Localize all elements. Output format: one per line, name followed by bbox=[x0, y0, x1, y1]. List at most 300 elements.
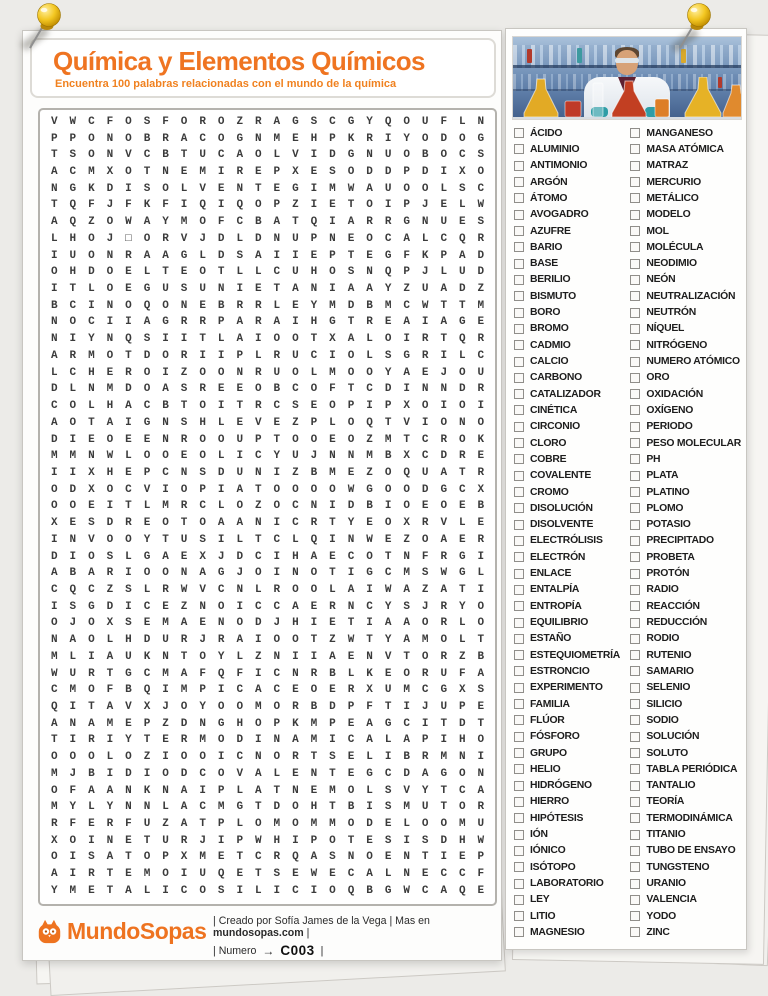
word-label: BORO bbox=[530, 307, 561, 319]
grid-letter: O bbox=[421, 650, 429, 663]
grid-letter: I bbox=[50, 533, 58, 546]
word-checkbox[interactable] bbox=[514, 683, 524, 693]
word-checkbox[interactable] bbox=[514, 144, 524, 154]
word-checkbox[interactable] bbox=[514, 438, 524, 448]
word-checkbox[interactable] bbox=[630, 210, 640, 220]
grid-letter: O bbox=[217, 734, 225, 747]
grid-letter: A bbox=[180, 784, 188, 797]
word-checkbox[interactable] bbox=[630, 161, 640, 171]
grid-letter: R bbox=[236, 166, 244, 179]
word-checkbox[interactable] bbox=[630, 732, 640, 742]
grid-letter: A bbox=[69, 634, 77, 647]
grid-letter: W bbox=[384, 583, 392, 596]
grid-letter: S bbox=[477, 149, 485, 162]
word-checkbox[interactable] bbox=[514, 454, 524, 464]
grid-letter: L bbox=[384, 868, 392, 881]
grid-letter: I bbox=[236, 600, 244, 613]
grid-row bbox=[43, 699, 492, 716]
grid-letter: Z bbox=[106, 583, 114, 596]
grid-letter: E bbox=[217, 851, 225, 864]
word-label: COBRE bbox=[530, 453, 567, 465]
grid-letter: G bbox=[347, 115, 355, 128]
word-checkbox[interactable] bbox=[630, 666, 640, 676]
grid-letter: Z bbox=[162, 717, 169, 730]
word-checkbox[interactable] bbox=[514, 210, 524, 220]
word-checkbox[interactable] bbox=[630, 634, 640, 644]
grid-letter: G bbox=[347, 149, 355, 162]
grid-letter: O bbox=[125, 115, 132, 128]
word-checkbox[interactable] bbox=[514, 618, 524, 628]
word-checkbox[interactable] bbox=[630, 275, 640, 285]
grid-letter: W bbox=[403, 884, 410, 897]
word-checkbox[interactable] bbox=[630, 764, 640, 774]
grid-letter: N bbox=[236, 583, 244, 596]
word-checkbox[interactable] bbox=[514, 357, 524, 367]
grid-letter: A bbox=[329, 650, 336, 663]
grid-letter: I bbox=[477, 400, 485, 413]
grid-letter: X bbox=[50, 834, 58, 847]
grid-letter: C bbox=[273, 400, 281, 413]
grid-letter: T bbox=[254, 868, 262, 881]
grid-letter: A bbox=[88, 717, 95, 730]
word-checkbox[interactable] bbox=[630, 487, 640, 497]
grid-letter: N bbox=[106, 132, 114, 145]
grid-letter: O bbox=[273, 333, 281, 346]
grid-letter: O bbox=[69, 751, 77, 764]
grid-letter: F bbox=[125, 818, 132, 831]
grid-letter: C bbox=[143, 149, 151, 162]
word-checkbox[interactable] bbox=[514, 128, 524, 138]
word-checkbox[interactable] bbox=[630, 177, 640, 187]
word-checkbox[interactable] bbox=[514, 927, 524, 937]
grid-letter: M bbox=[310, 818, 318, 831]
grid-letter: Z bbox=[143, 751, 151, 764]
credit-site: mundosopas.com bbox=[213, 927, 304, 939]
grid-letter: C bbox=[459, 868, 466, 881]
grid-letter: T bbox=[180, 149, 188, 162]
grid-letter: C bbox=[125, 483, 132, 496]
grid-letter: O bbox=[273, 634, 281, 647]
grid-letter: C bbox=[273, 684, 281, 697]
grid-letter: M bbox=[440, 751, 448, 764]
word-checkbox[interactable] bbox=[514, 601, 524, 611]
word-checkbox[interactable] bbox=[514, 161, 524, 171]
word-checkbox[interactable] bbox=[514, 242, 524, 252]
word-checkbox[interactable] bbox=[630, 781, 640, 791]
grid-letter: X bbox=[403, 450, 410, 463]
grid-letter: Z bbox=[366, 466, 373, 479]
word-checkbox[interactable] bbox=[514, 520, 524, 530]
word-item bbox=[514, 794, 630, 810]
word-label: PH bbox=[646, 453, 661, 465]
grid-row bbox=[43, 331, 492, 348]
word-label: CATALIZADOR bbox=[530, 388, 601, 400]
grid-letter: S bbox=[292, 400, 299, 413]
grid-letter: R bbox=[384, 216, 392, 229]
word-checkbox[interactable] bbox=[514, 259, 524, 269]
grid-letter: N bbox=[347, 533, 355, 546]
word-checkbox[interactable] bbox=[630, 618, 640, 628]
grid-letter: T bbox=[199, 333, 206, 346]
grid-letter: A bbox=[421, 767, 429, 780]
word-checkbox[interactable] bbox=[630, 748, 640, 758]
word-checkbox[interactable] bbox=[514, 471, 524, 481]
grid-letter: E bbox=[69, 517, 77, 530]
grid-letter: C bbox=[273, 667, 281, 680]
grid-letter: E bbox=[347, 232, 355, 245]
grid-letter: M bbox=[143, 868, 151, 881]
grid-letter: C bbox=[88, 583, 95, 596]
grid-letter: I bbox=[421, 717, 429, 730]
grid-letter: I bbox=[236, 884, 244, 897]
grid-letter: O bbox=[254, 149, 262, 162]
grid-letter: U bbox=[236, 466, 244, 479]
grid-letter: Y bbox=[162, 216, 169, 229]
word-checkbox[interactable] bbox=[514, 177, 524, 187]
word-checkbox[interactable] bbox=[514, 634, 524, 644]
grid-letter: Z bbox=[292, 416, 299, 429]
word-checkbox[interactable] bbox=[514, 324, 524, 334]
grid-letter: O bbox=[199, 751, 206, 764]
word-checkbox[interactable] bbox=[630, 911, 640, 921]
grid-letter: O bbox=[88, 132, 95, 145]
grid-letter: B bbox=[366, 884, 373, 897]
word-label: REACCIÓN bbox=[646, 600, 700, 612]
grid-letter: L bbox=[384, 734, 392, 747]
grid-letter: R bbox=[421, 349, 429, 362]
word-checkbox[interactable] bbox=[630, 569, 640, 579]
grid-letter: R bbox=[459, 450, 466, 463]
safety-glasses bbox=[615, 58, 639, 63]
word-label: MODELO bbox=[646, 209, 691, 221]
word-label: PROTÓN bbox=[646, 568, 690, 580]
word-checkbox[interactable] bbox=[630, 520, 640, 530]
word-checkbox[interactable] bbox=[514, 585, 524, 595]
word-item bbox=[514, 190, 630, 206]
grid-letter: A bbox=[384, 617, 392, 630]
grid-letter: D bbox=[329, 701, 336, 714]
grid-letter: E bbox=[384, 667, 392, 680]
word-checkbox[interactable] bbox=[630, 650, 640, 660]
word-label: PLATA bbox=[646, 470, 679, 482]
grid-letter: E bbox=[125, 433, 132, 446]
word-checkbox[interactable] bbox=[514, 373, 524, 383]
word-checkbox[interactable] bbox=[514, 340, 524, 350]
word-checkbox[interactable] bbox=[514, 487, 524, 497]
grid-letter: Y bbox=[125, 734, 132, 747]
grid-letter: E bbox=[310, 249, 318, 262]
word-checkbox[interactable] bbox=[514, 226, 524, 236]
word-checkbox[interactable] bbox=[514, 308, 524, 318]
grid-letter: T bbox=[143, 834, 151, 847]
word-checkbox[interactable] bbox=[630, 308, 640, 318]
word-checkbox[interactable] bbox=[514, 846, 524, 856]
word-checkbox[interactable] bbox=[514, 879, 524, 889]
grid-letter: M bbox=[477, 299, 485, 312]
word-checkbox[interactable] bbox=[630, 601, 640, 611]
word-checkbox[interactable] bbox=[630, 699, 640, 709]
grid-letter: R bbox=[477, 533, 485, 546]
word-label: URANIO bbox=[646, 878, 686, 890]
word-item bbox=[630, 468, 741, 484]
grid-row bbox=[43, 599, 492, 616]
grid-letter: O bbox=[292, 433, 299, 446]
word-item bbox=[514, 386, 630, 402]
word-item bbox=[514, 223, 630, 239]
grid-letter: R bbox=[199, 316, 206, 329]
word-checkbox[interactable] bbox=[630, 830, 640, 840]
grid-letter: F bbox=[88, 199, 95, 212]
grid-letter: N bbox=[310, 767, 318, 780]
grid-letter: N bbox=[273, 650, 281, 663]
grid-letter: U bbox=[199, 149, 206, 162]
grid-letter: M bbox=[273, 818, 281, 831]
word-checkbox[interactable] bbox=[514, 699, 524, 709]
grid-letter: H bbox=[310, 266, 318, 279]
word-checkbox[interactable] bbox=[630, 895, 640, 905]
grid-letter: A bbox=[162, 249, 169, 262]
grid-letter: I bbox=[217, 751, 225, 764]
word-checkbox[interactable] bbox=[630, 193, 640, 203]
grid-letter: C bbox=[421, 450, 429, 463]
grid-letter: A bbox=[143, 249, 151, 262]
grid-letter: R bbox=[217, 634, 225, 647]
grid-letter: I bbox=[125, 316, 132, 329]
grid-letter: N bbox=[366, 149, 373, 162]
grid-letter: S bbox=[180, 283, 188, 296]
word-checkbox[interactable] bbox=[514, 732, 524, 742]
grid-letter: L bbox=[347, 667, 355, 680]
word-item bbox=[630, 141, 741, 157]
word-checkbox[interactable] bbox=[630, 340, 640, 350]
word-checkbox[interactable] bbox=[630, 879, 640, 889]
grid-letter: O bbox=[88, 149, 95, 162]
word-checkbox[interactable] bbox=[514, 569, 524, 579]
word-checkbox[interactable] bbox=[630, 324, 640, 334]
grid-letter: O bbox=[162, 182, 169, 195]
word-label: CLORO bbox=[530, 437, 567, 449]
grid-letter: O bbox=[347, 366, 355, 379]
word-checkbox[interactable] bbox=[514, 405, 524, 415]
grid-letter: N bbox=[162, 784, 169, 797]
grid-letter: L bbox=[292, 533, 299, 546]
grid-letter: C bbox=[347, 868, 355, 881]
grid-letter: I bbox=[180, 199, 188, 212]
word-checkbox[interactable] bbox=[514, 748, 524, 758]
grid-letter: O bbox=[162, 868, 169, 881]
grid-letter: P bbox=[403, 166, 410, 179]
grid-letter: O bbox=[106, 283, 114, 296]
grid-letter: F bbox=[106, 115, 114, 128]
word-checkbox[interactable] bbox=[514, 291, 524, 301]
word-checkbox[interactable] bbox=[514, 193, 524, 203]
grid-letter: F bbox=[69, 784, 77, 797]
grid-letter: E bbox=[273, 416, 281, 429]
word-checkbox[interactable] bbox=[630, 373, 640, 383]
word-checkbox[interactable] bbox=[630, 503, 640, 513]
word-checkbox[interactable] bbox=[514, 895, 524, 905]
word-checkbox[interactable] bbox=[630, 405, 640, 415]
word-checkbox[interactable] bbox=[630, 226, 640, 236]
grid-letter: O bbox=[69, 416, 77, 429]
grid-letter: R bbox=[180, 316, 188, 329]
grid-letter: A bbox=[347, 583, 355, 596]
grid-letter: D bbox=[143, 634, 151, 647]
grid-letter: D bbox=[217, 466, 225, 479]
word-checkbox[interactable] bbox=[514, 422, 524, 432]
grid-letter: X bbox=[403, 517, 410, 530]
grid-letter: S bbox=[459, 182, 466, 195]
grid-letter: I bbox=[50, 283, 58, 296]
word-checkbox[interactable] bbox=[630, 683, 640, 693]
word-checkbox[interactable] bbox=[630, 862, 640, 872]
word-label: BARIO bbox=[530, 241, 563, 253]
word-item bbox=[514, 272, 630, 288]
word-label: NEUTRALIZACIÓN bbox=[646, 290, 736, 302]
word-checkbox[interactable] bbox=[514, 552, 524, 562]
word-label: SOLUTO bbox=[646, 747, 688, 759]
word-checkbox[interactable] bbox=[630, 846, 640, 856]
word-checkbox[interactable] bbox=[514, 830, 524, 840]
grid-letter: M bbox=[50, 767, 58, 780]
grid-letter: O bbox=[254, 383, 262, 396]
word-checkbox[interactable] bbox=[514, 862, 524, 872]
grid-letter: A bbox=[254, 684, 262, 697]
word-checkbox[interactable] bbox=[630, 389, 640, 399]
word-item bbox=[514, 810, 630, 826]
word-item bbox=[514, 321, 630, 337]
grid-letter: O bbox=[347, 818, 355, 831]
word-checkbox[interactable] bbox=[630, 438, 640, 448]
grid-letter: O bbox=[236, 500, 244, 513]
word-checkbox[interactable] bbox=[630, 471, 640, 481]
grid-letter: I bbox=[273, 884, 281, 897]
word-item bbox=[630, 484, 741, 500]
word-checkbox[interactable] bbox=[514, 797, 524, 807]
word-checkbox[interactable] bbox=[630, 585, 640, 595]
word-checkbox[interactable] bbox=[630, 422, 640, 432]
grid-letter: R bbox=[292, 751, 299, 764]
grid-letter: C bbox=[347, 734, 355, 747]
grid-letter: J bbox=[421, 701, 429, 714]
word-checkbox[interactable] bbox=[630, 715, 640, 725]
word-checkbox[interactable] bbox=[630, 927, 640, 937]
grid-letter: G bbox=[384, 717, 392, 730]
word-checkbox[interactable] bbox=[514, 666, 524, 676]
word-checkbox[interactable] bbox=[514, 781, 524, 791]
grid-letter: O bbox=[50, 500, 58, 513]
word-checkbox[interactable] bbox=[630, 259, 640, 269]
word-label: BERILIO bbox=[530, 274, 571, 286]
grid-letter: G bbox=[384, 249, 392, 262]
grid-letter: P bbox=[143, 466, 151, 479]
word-item bbox=[630, 174, 741, 190]
grid-letter: C bbox=[477, 182, 485, 195]
grid-letter: C bbox=[459, 784, 466, 797]
grid-letter: I bbox=[329, 734, 336, 747]
grid-letter: N bbox=[162, 166, 169, 179]
word-checkbox[interactable] bbox=[630, 552, 640, 562]
word-label: OXIDACIÓN bbox=[646, 388, 703, 400]
word-checkbox[interactable] bbox=[514, 503, 524, 513]
header bbox=[30, 38, 496, 98]
grid-letter: B bbox=[217, 299, 225, 312]
grid-letter: L bbox=[421, 232, 429, 245]
grid-letter: M bbox=[69, 450, 77, 463]
word-label: ARGÓN bbox=[530, 176, 568, 188]
grid-letter: I bbox=[292, 249, 299, 262]
word-checkbox[interactable] bbox=[630, 291, 640, 301]
word-checkbox[interactable] bbox=[514, 911, 524, 921]
grid-letter: G bbox=[125, 667, 132, 680]
word-checkbox[interactable] bbox=[630, 144, 640, 154]
word-item bbox=[514, 696, 630, 712]
grid-letter: N bbox=[162, 433, 169, 446]
grid-letter: M bbox=[329, 299, 336, 312]
grid-letter: B bbox=[310, 466, 318, 479]
grid-letter: A bbox=[403, 617, 410, 630]
grid-letter: U bbox=[384, 684, 392, 697]
grid-letter: O bbox=[310, 583, 318, 596]
word-checkbox[interactable] bbox=[514, 813, 524, 823]
grid-letter: L bbox=[217, 500, 225, 513]
grid-letter: E bbox=[347, 767, 355, 780]
word-checkbox[interactable] bbox=[630, 242, 640, 252]
grid-letter: I bbox=[292, 650, 299, 663]
grid-letter: A bbox=[292, 734, 299, 747]
word-checkbox[interactable] bbox=[630, 454, 640, 464]
grid-letter: C bbox=[459, 483, 466, 496]
grid-letter: M bbox=[162, 500, 169, 513]
word-checkbox[interactable] bbox=[514, 536, 524, 546]
word-checkbox[interactable] bbox=[630, 813, 640, 823]
grid-letter: A bbox=[273, 115, 281, 128]
word-label: PESO MOLECULAR bbox=[646, 437, 741, 449]
grid-letter: A bbox=[310, 851, 318, 864]
word-checkbox[interactable] bbox=[630, 357, 640, 367]
word-checkbox[interactable] bbox=[630, 797, 640, 807]
word-label: SOLUCIÓN bbox=[646, 731, 700, 743]
grid-letter: S bbox=[310, 115, 318, 128]
word-checkbox[interactable] bbox=[630, 536, 640, 546]
puzzle-number-line bbox=[213, 943, 501, 958]
grid-letter: I bbox=[217, 533, 225, 546]
word-checkbox[interactable] bbox=[514, 275, 524, 285]
grid-letter: O bbox=[366, 851, 373, 864]
grid-letter: I bbox=[273, 517, 281, 530]
grid-letter: E bbox=[273, 182, 281, 195]
grid-letter: R bbox=[273, 583, 281, 596]
grid-row bbox=[43, 348, 492, 365]
grid-letter: Y bbox=[384, 283, 392, 296]
grid-letter: O bbox=[199, 450, 206, 463]
grid-letter: O bbox=[440, 149, 448, 162]
grid-letter: I bbox=[384, 199, 392, 212]
grid-letter: E bbox=[459, 533, 466, 546]
word-checkbox[interactable] bbox=[630, 128, 640, 138]
grid-letter: O bbox=[88, 249, 95, 262]
grid-letter: R bbox=[125, 249, 132, 262]
grid-letter: T bbox=[236, 400, 244, 413]
grid-letter: S bbox=[143, 333, 151, 346]
grid-letter: I bbox=[273, 567, 281, 580]
grid-letter: J bbox=[199, 634, 206, 647]
word-checkbox[interactable] bbox=[514, 389, 524, 399]
word-checkbox[interactable] bbox=[514, 650, 524, 660]
grid-letter: S bbox=[329, 851, 336, 864]
word-checkbox[interactable] bbox=[514, 764, 524, 774]
word-checkbox[interactable] bbox=[514, 715, 524, 725]
